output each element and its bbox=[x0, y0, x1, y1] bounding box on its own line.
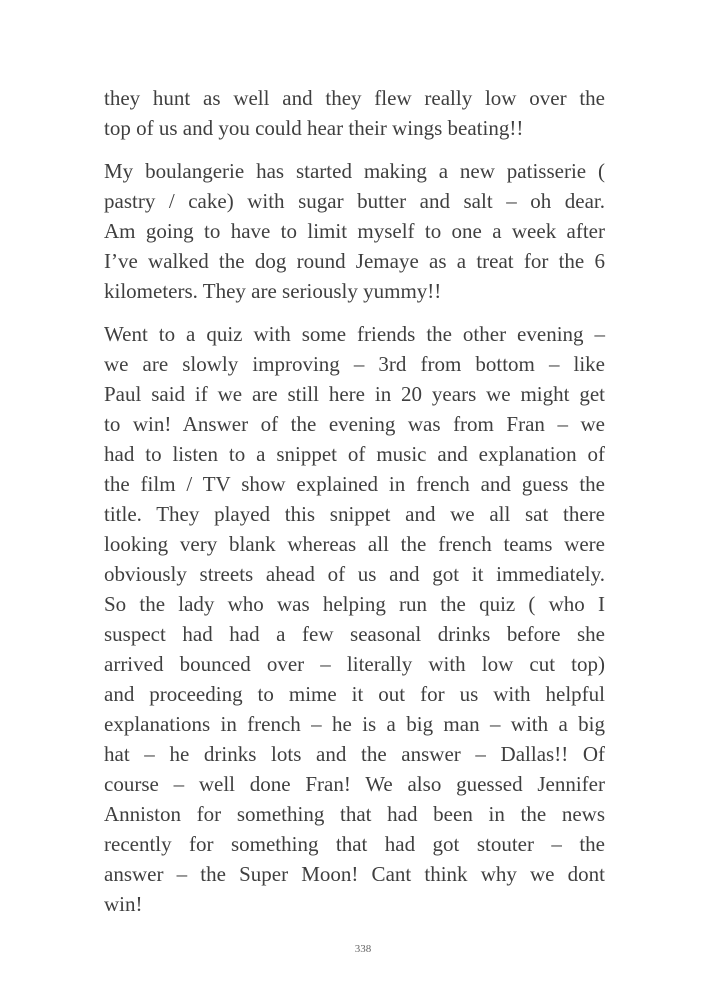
text-line: looking very blank whereas all the french teams were bbox=[104, 532, 605, 556]
text-line: pastry / cake) with sugar butter and salt – oh dear. bbox=[104, 189, 605, 213]
text-line: answer – the Super Moon! Cant think why we dont bbox=[104, 862, 605, 886]
text-line: win! bbox=[104, 892, 143, 916]
text-line: course – well done Fran! We also guessed Jennifer bbox=[104, 772, 605, 796]
text-line: and proceeding to mime it out for us with helpful bbox=[104, 682, 605, 706]
text-line: recently for something that had got stouter – the bbox=[104, 832, 605, 856]
text-line: title. They played this snippet and we all sat there bbox=[104, 502, 605, 526]
text-line: So the lady who was helping run the quiz ( who I bbox=[104, 592, 605, 616]
text-line: the film / TV show explained in french and guess the bbox=[104, 472, 605, 496]
page-number: 338 bbox=[354, 943, 372, 955]
paragraph bbox=[104, 156, 605, 306]
text-line: explanations in french – he is a big man – with a big bbox=[104, 712, 605, 736]
text-line: obviously streets ahead of us and got it immediately. bbox=[104, 562, 605, 586]
text-line: arrived bounced over – literally with low cut top) bbox=[104, 652, 605, 676]
text-line: they hunt as well and they flew really low over the bbox=[104, 86, 605, 110]
text-line: we are slowly improving – 3rd from bottom – like bbox=[104, 352, 605, 376]
paragraph bbox=[104, 83, 605, 143]
text-line: Paul said if we are still here in 20 years we might get bbox=[104, 382, 605, 406]
text-line: to win! Answer of the evening was from Fran – we bbox=[104, 412, 605, 436]
page-body bbox=[104, 83, 605, 932]
text-line: Went to a quiz with some friends the other evening – bbox=[104, 322, 605, 346]
text-line: My boulangerie has started making a new patisserie ( bbox=[104, 159, 605, 183]
text-line: Anniston for something that had been in the news bbox=[104, 802, 605, 826]
text-line: hat – he drinks lots and the answer – Dallas!! Of bbox=[104, 742, 605, 766]
text-line: top of us and you could hear their wings beating!! bbox=[104, 116, 524, 140]
text-line: had to listen to a snippet of music and explanation of bbox=[104, 442, 605, 466]
text-line: Am going to have to limit myself to one a week after bbox=[104, 219, 605, 243]
paragraph bbox=[104, 319, 605, 919]
text-line: I’ve walked the dog round Jemaye as a treat for the 6 bbox=[104, 249, 605, 273]
text-line: suspect had had a few seasonal drinks before she bbox=[104, 622, 605, 646]
text-line: kilometers. They are seriously yummy!! bbox=[104, 279, 442, 303]
